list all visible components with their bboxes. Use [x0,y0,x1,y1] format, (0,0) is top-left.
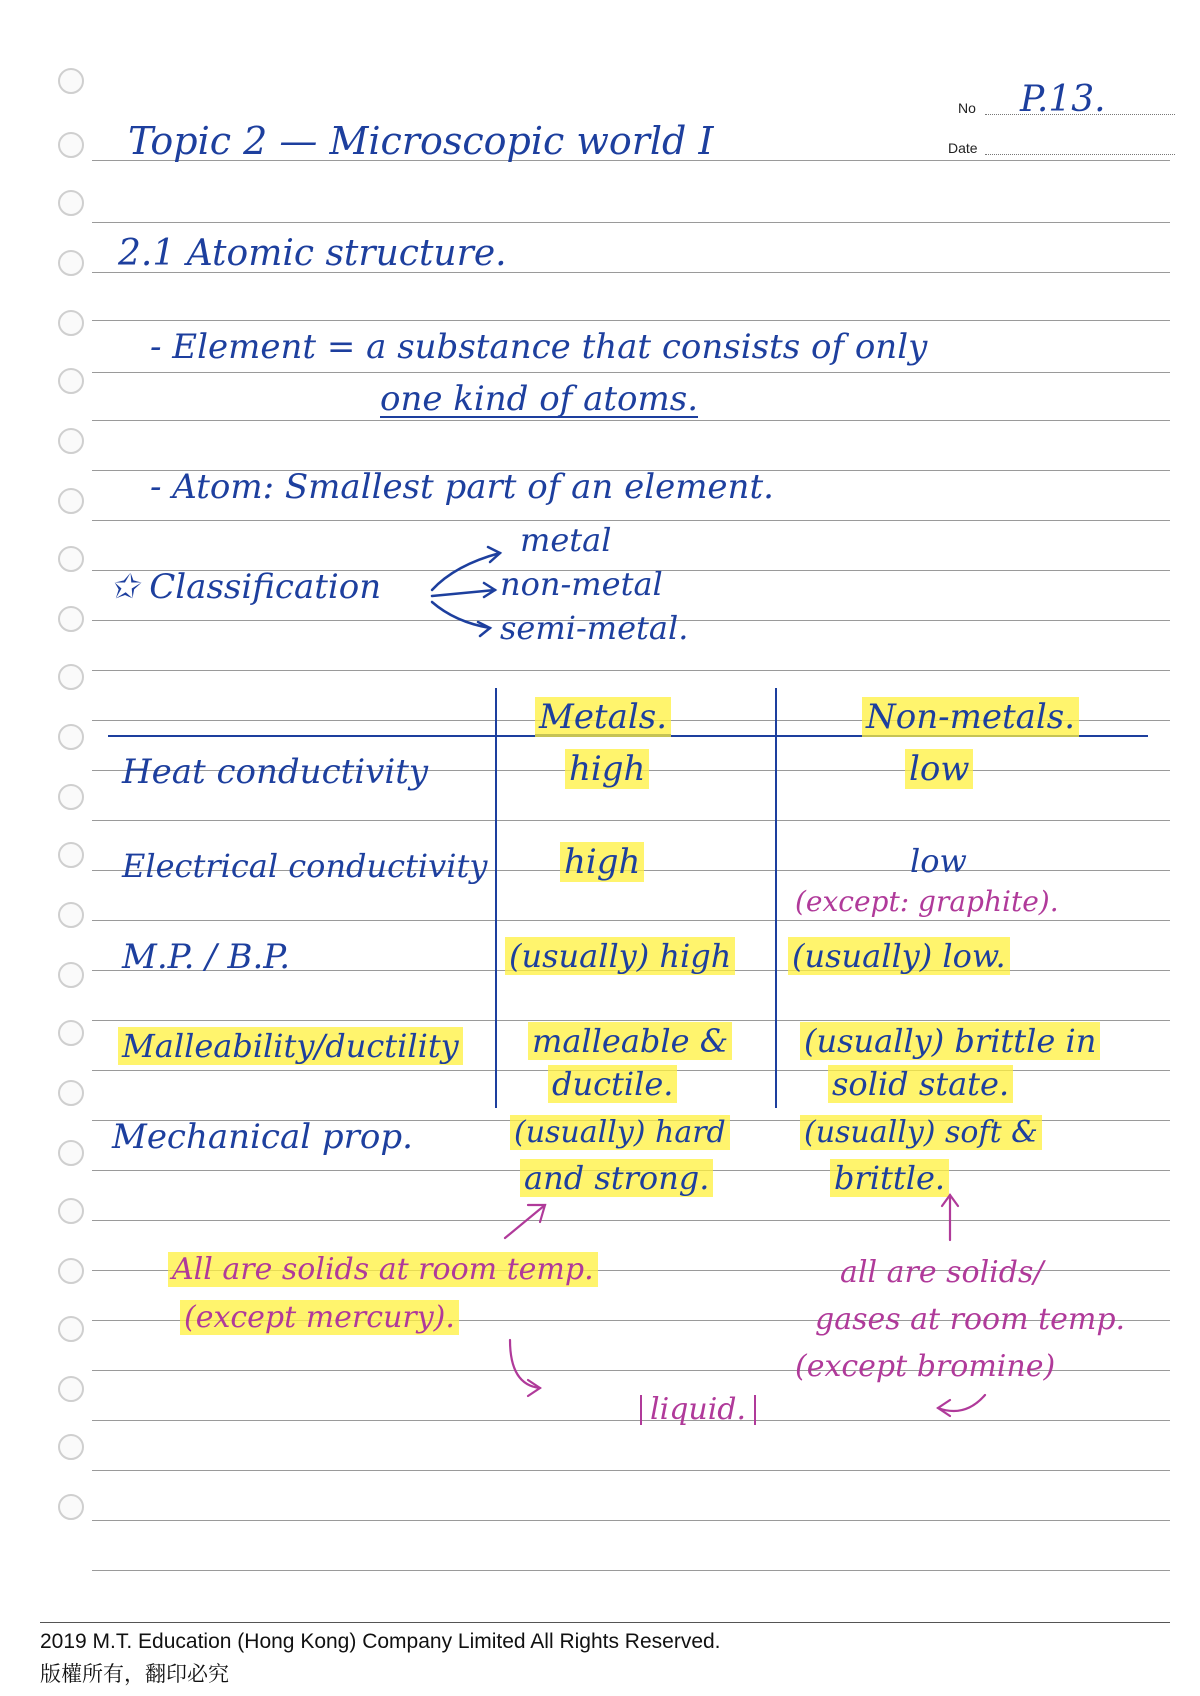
element-definition-line2: one kind of atoms. [380,379,699,419]
table-header-metals-text: Metals. [535,697,671,737]
classification-arrows [432,547,500,636]
table-header-nonmetals-text: Non-metals. [862,697,1079,737]
row-nonmetals-value-text: (usually) low. [788,937,1010,975]
arrow-metals-note [505,1205,545,1238]
classification-label: ✩ Classification [110,567,382,607]
arrowhead-semi-metal [478,622,490,636]
arrow-mercury-liquid [510,1340,540,1388]
no-label: No [958,100,976,116]
nonmetals-note-line2: gases at room temp. [815,1302,1126,1337]
arrow-to-metal [432,553,500,590]
page-title: Topic 2 — Microscopic world I [128,119,714,163]
row-property: Mechanical prop. [112,1117,413,1157]
row-nonmetals-value-line2-text: brittle. [830,1159,949,1197]
row-nonmetals-value: low [910,842,967,880]
liquid-note: liquid. [640,1395,756,1425]
footer-copyright: 2019 M.T. Education (Hong Kong) Company Limited All Rights Reserved. [40,1630,721,1653]
metals-note-line1-text: All are solids at room temp. [168,1252,598,1287]
class-metal: metal [520,521,612,559]
row-metals-value-text: high [565,749,649,789]
footer-chinese: 版權所有，翻印必究 [40,1662,229,1686]
element-definition-line1: - Element = a substance that consists of only [150,327,928,367]
row-nonmetals-value-text: (usually) brittle in [800,1022,1100,1060]
row-property: M.P. / B.P. [122,937,291,977]
row-metals-value-text: high [560,842,644,882]
pink-arrows [505,1195,985,1416]
class-semi-metal: semi-metal. [500,609,689,647]
row-property: Electrical conductivity [122,847,488,885]
class-non-metal: non-metal [500,565,663,603]
row-metals-value-line2-text: ductile. [548,1065,677,1103]
arrowhead-bromine-liquid [938,1400,950,1416]
row-property: Heat conductivity [122,752,429,792]
section-heading: 2.1 Atomic structure. [118,233,507,274]
row-property-text: Malleability/ductility [118,1027,463,1065]
row-metals-value-text: (usually) high [505,937,735,975]
row-nonmetals-value-text: (usually) soft & [800,1115,1042,1150]
footer-rule [40,1622,1170,1623]
row-nonmetals-value-line2-text: solid state. [828,1065,1013,1103]
row-metals-value-text: malleable & [528,1022,732,1060]
atom-definition: - Atom: Smallest part of an element. [150,467,774,507]
nonmetals-note-line1: all are solids/ [840,1255,1044,1290]
row-nonmetals-value-text: low [905,749,973,789]
row-metals-value-text: (usually) hard [510,1115,730,1150]
date-label: Date [948,140,978,156]
metals-note-line2-text: (except mercury). [180,1300,459,1335]
nonmetal-exception-note: (except: graphite). [795,885,1059,918]
row-metals-value-line2-text: and strong. [520,1159,713,1197]
nonmetals-note-line3: (except bromine) [795,1349,1056,1384]
page-number: P.13. [1020,79,1106,120]
